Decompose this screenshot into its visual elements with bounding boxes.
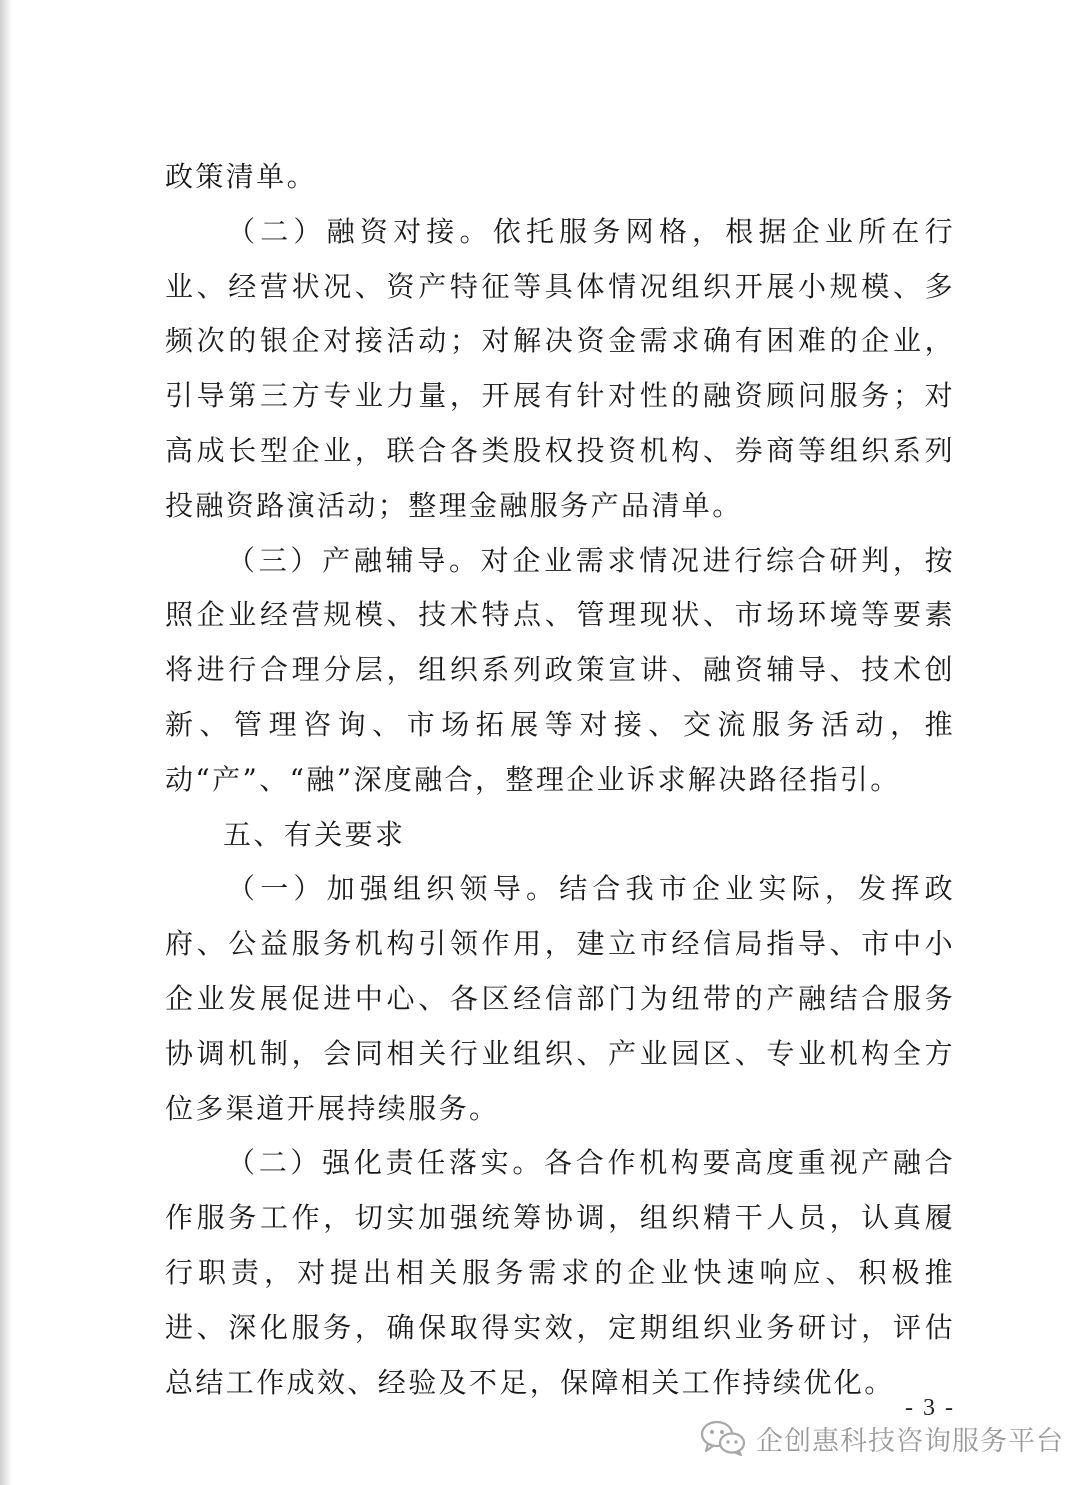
- page-number: - 3 -: [905, 1395, 955, 1421]
- paragraph-financing-matching: [165, 205, 955, 534]
- section-heading-requirements: 五、有关要求: [223, 817, 406, 851]
- paragraph-organization-leadership: [165, 862, 955, 1136]
- paragraph-text: 对企业需求情况进行综合研判，按照企业经营规模、技术特点、管理现状、市场环境等要素将进行合理分层，组织系列政策宣讲、融资辅导、技术创新、管理咨询、市场拓展等对接、交流服务活动，推动“产”、“融”深度融合，整理企业诉求解决路径指引。: [165, 543, 955, 796]
- paragraph-text: 结合我市企业实际，发挥政府、公益服务机构引领作用，建立市经信局指导、市中小企业发展促进中心、各区经信部门为纽带的产融结合服务协调机制，会同相关行业组织、产业园区、专业机构全方位多渠道开展持续服务。: [165, 872, 955, 1125]
- wechat-icon: [700, 1418, 746, 1458]
- document-body: [165, 150, 955, 1410]
- scan-edge-shadow: [0, 0, 12, 1485]
- paragraph-text: 依托服务网格，根据企业所在行业、经营状况、资产特征等具体情况组织开展小规模、多频次的银企对接活动；对解决资金需求确有困难的企业，引导第三方专业力量，开展有针对性的融资顾问服务；对高成长型企业，联合各类股权投资机构、券商等组织系列投融资路演活动；整理金融服务产品清单。: [165, 214, 955, 522]
- watermark: [700, 1418, 1064, 1458]
- paragraph-label: （一）加强组织领导。: [227, 872, 560, 906]
- paragraph-label: （二）融资对接。: [227, 214, 493, 248]
- paragraph-label: （三）产融辅导。: [227, 543, 481, 577]
- paragraph-text: 政策清单。: [165, 160, 318, 193]
- paragraph-responsibility: [165, 1136, 955, 1410]
- watermark-text: 企创惠科技咨询服务平台: [756, 1425, 1064, 1457]
- paragraph-industry-finance-guidance: [165, 534, 955, 808]
- paragraph-label: （二）强化责任落实。: [227, 1146, 545, 1180]
- paragraph-text: 各合作机构要高度重视产融合作服务工作，切实加强统筹协调，组织精干人员，认真履行职责，对提出相关服务需求的企业快速响应、积极推进、深化服务，确保取得实效，定期组织业务研讨，评估总结工作成效、经验及不足，保障相关工作持续优化。: [165, 1146, 955, 1399]
- paragraph-policy-list: [165, 150, 955, 205]
